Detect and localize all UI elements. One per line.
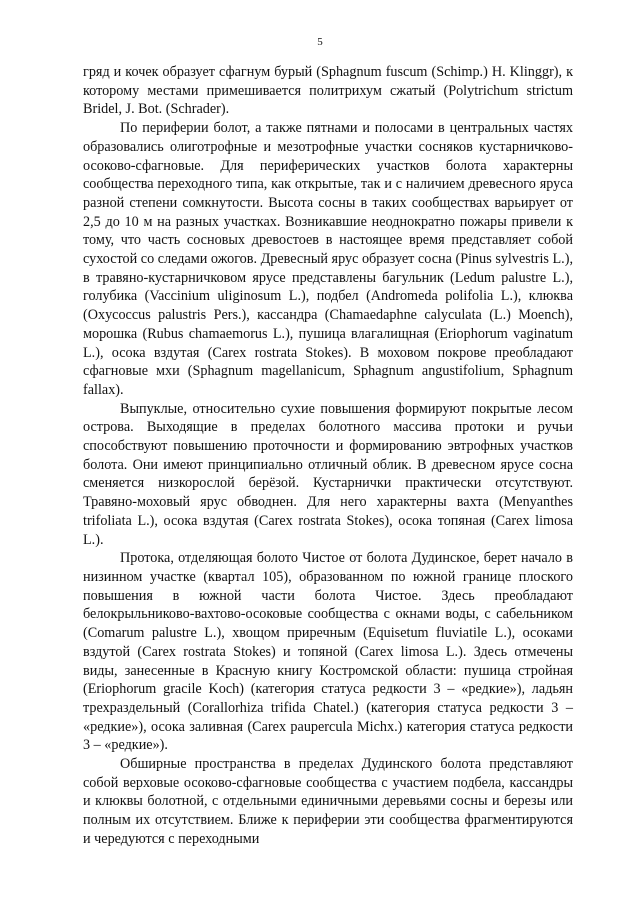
paragraph-5: Обширные пространства в пределах Дудинского болота представляют собой верховые осоково-сфагновые сообщества с участием подбела, кассандры и клюквы болотной, с отдельными единичными деревьями сосны и березы или полным их отсутствием. Ближе к периферии эти сообщества фрагментируются и чередуются с переходными bbox=[83, 756, 573, 847]
paragraph-2: По периферии болот, а также пятнами и полосами в центральных частях образовались олиготрофные и мезотрофные участки сосняков кустарничково-осоково-сфагновые. Для периферических участков болота характерны сообщества переходного типа, как открытые, так и с наличием древесного яруса разной степени сомкнутости. Высота сосны в таких сообществах варьирует от 2,5 до 10 м на разных участках. Возникавшие неоднократно пожары привели к тому, что часть сосновых древостоев в настоящее время представляет собой сухостой со следами ожогов. Древесный ярус образует сосна (Pinus sylvestris L.), в травяно-кустарничковом ярусе представлены багульник (Ledum palustre L.), голубика (Vaccinium uliginosum L.), подбел (Andromeda polifolia L.), клюква (Oxycoccus palustris Pers.), кассандра (Chamaedaphne calyculata (L.) Moench), морошка (Rubus chamaemorus L.), пушица влагалищная (Eriophorum vaginatum L.), осока вздутая (Carex rostrata Stokes). В моховом покрове преобладают сфагновые мхи (Sphagnum magellanicum, Sphagnum angustifolium, Sphagnum fallax). bbox=[83, 120, 573, 398]
body-text bbox=[83, 63, 573, 849]
paragraph-3: Выпуклые, относительно сухие повышения формируют покрытые лесом острова. Выходящие в пределах болотного массива протоки и ручьи способствуют повышению проточности и формированию эвтрофных участков болота. Они имеют принципиально отличный облик. В древесном ярусе сосна сменяется низкорослой берёзой. Кустарнички практически отсутствуют. Травяно-моховый ярус обводнен. Для него характерны вахта (Menyanthes trifoliata L.), осока вздутая (Carex rostrata Stokes), осока топяная (Carex limosa L.). bbox=[83, 400, 573, 548]
paragraph-1: гряд и кочек образует сфагнум бурый (Sphagnum fuscum (Schimp.) H. Klinggr), к которому местами примешивается политрихум сжатый (Polytrichum strictum Bridel, J. Bot. (Schrader). bbox=[83, 64, 573, 118]
paragraph-4: Протока, отделяющая болото Чистое от болота Дудинское, берет начало в низинном участке (квартал 105), образованном по южной границе плоского повышения в южной части болота Чистое. Здесь преобладают белокрыльниково-вахтово-осоковые сообщества с окнами воды, с сабельником (Comarum palustre L.), хвощом приречным (Equisetum fluviatile L.), осоками вздутой (Carex rostrata Stokes) и топяной (Carex limosa L.). Здесь отмечены виды, занесенные в Красную книгу Костромской области: пушица стройная (Eriophorum gracile Koch) (категория статуса редкости 3 – «редкие»), ладьян трехраздельный (Corallorhiza trifida Chatel.) (категория статуса редкости 3 – «редкие»), осока заливная (Carex paupercula Michx.) категория статуса редкости 3 – «редкие»). bbox=[83, 550, 573, 754]
page-number: 5 bbox=[317, 36, 323, 48]
